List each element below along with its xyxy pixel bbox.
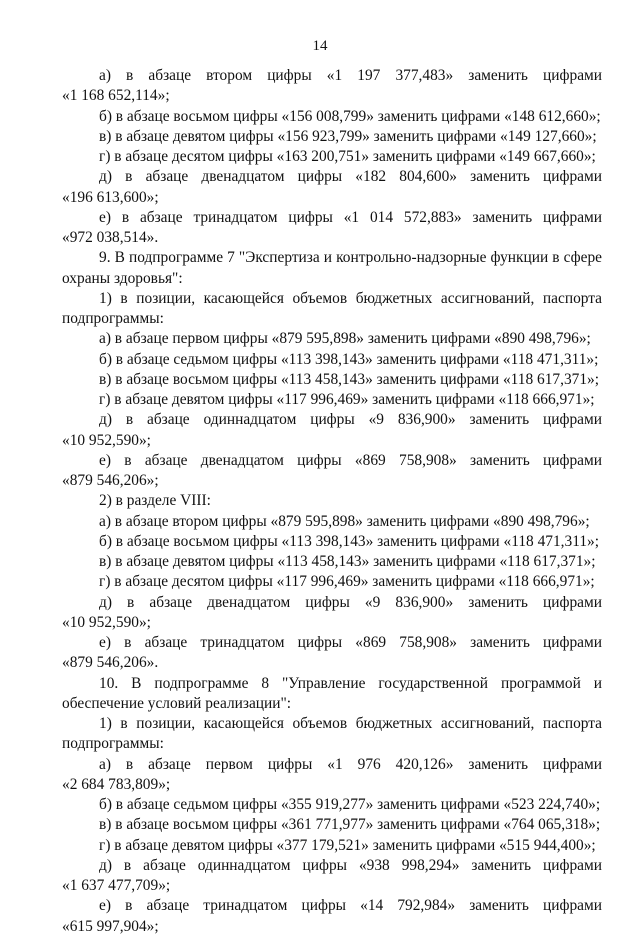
text-line: д) в абзаце двенадцатом цифры «182 804,600» заменить цифрами — [99, 168, 602, 186]
text-line: 1) в позиции, касающейся объемов бюджетных ассигнований, паспорта — [99, 715, 602, 732]
text-line: а) в абзаце первом цифры «1 976 420,126» заменить цифрами — [99, 755, 602, 773]
text-line: д) в абзаце двенадцатом цифры «9 836,900» заменить цифрами — [99, 593, 602, 611]
text-line: «10 952,590»; — [62, 431, 151, 449]
text-line: б) в абзаце восьмом цифры «113 398,143» заменить цифрами «118 471,311»; — [99, 532, 599, 550]
text-line: б) в абзаце седьмом цифры «113 398,143» заменить цифрами «118 471,311»; — [99, 350, 599, 368]
text-line: охраны здоровья": — [62, 269, 183, 287]
text-line: б) в абзаце седьмом цифры «355 919,277» заменить цифрами «523 224,740»; — [99, 796, 601, 813]
text-line: «879 546,206». — [62, 654, 159, 672]
text-line: д) в абзаце одиннадцатом цифры «938 998,294» заменить цифрами — [99, 856, 602, 874]
text-line: обеспечение условий реализации": — [62, 694, 292, 712]
text-line: г) в абзаце десятом цифры «163 200,751» заменить цифрами «149 667,660»; — [99, 148, 596, 165]
text-line: е) в абзаце тринадцатом цифры «14 792,984» заменить цифрами — [99, 897, 602, 915]
text-line: в) в абзаце восьмом цифры «113 458,143» заменить цифрами «118 617,371»; — [99, 370, 599, 388]
text-line: в) в абзаце восьмом цифры «361 771,977» заменить цифрами «764 065,318»; — [99, 816, 601, 834]
text-line: д) в абзаце одиннадцатом цифры «9 836,900» заменить цифрами — [99, 411, 602, 429]
text-line: подпрограммы: — [62, 735, 164, 753]
text-line: в) в абзаце девятом цифры «156 923,799» заменить цифрами «149 127,660»; — [99, 127, 597, 145]
text-line: подпрограммы: — [62, 310, 164, 327]
document-body — [62, 66, 602, 937]
text-line: а) в абзаце втором цифры «879 595,898» заменить цифрами «890 498,796»; — [99, 512, 590, 530]
text-line: «879 546,206»; — [62, 472, 159, 489]
text-line: «972 038,514». — [62, 229, 159, 246]
text-line: б) в абзаце восьмом цифры «156 008,799» заменить цифрами «148 612,660»; — [99, 107, 601, 125]
text-line: «196 613,600»; — [62, 188, 159, 206]
text-line: 9. В подпрограмме 7 "Экспертиза и контрольно-надзорные функции в сфере — [99, 249, 602, 267]
text-line: а) в абзаце втором цифры «1 197 377,483» заменить цифрами — [99, 67, 602, 84]
text-line: г) в абзаце девятом цифры «117 996,469» заменить цифрами «118 666,971»; — [99, 391, 595, 408]
text-line: 2) в разделе VIII: — [99, 492, 211, 510]
text-line: «1 168 652,114»; — [62, 87, 170, 105]
text-line: е) в абзаце тринадцатом цифры «869 758,908» заменить цифрами — [99, 634, 602, 651]
text-line: г) в абзаце десятом цифры «117 996,469» заменить цифрами «118 666,971»; — [99, 573, 595, 591]
text-line: е) в абзаце двенадцатом цифры «869 758,908» заменить цифрами — [99, 451, 602, 469]
text-line: в) в абзаце девятом цифры «113 458,143» заменить цифрами «118 617,371»; — [99, 553, 596, 570]
page-number: 14 — [312, 38, 328, 54]
text-line: 10. В подпрограмме 8 "Управление государственной программой и — [99, 674, 602, 692]
text-line: е) в абзаце тринадцатом цифры «1 014 572,883» заменить цифрами — [99, 208, 602, 226]
text-line: «615 997,904»; — [62, 917, 159, 935]
text-line: г) в абзаце девятом цифры «377 179,521» заменить цифрами «515 944,400»; — [99, 836, 596, 854]
text-line: «2 684 783,809»; — [62, 775, 171, 793]
text-line: «10 952,590»; — [62, 613, 151, 631]
text-line: 1) в позиции, касающейся объемов бюджетных ассигнований, паспорта — [99, 289, 602, 307]
text-line: а) в абзаце первом цифры «879 595,898» заменить цифрами «890 498,796»; — [99, 330, 591, 348]
text-line: «1 637 477,709»; — [62, 877, 171, 894]
